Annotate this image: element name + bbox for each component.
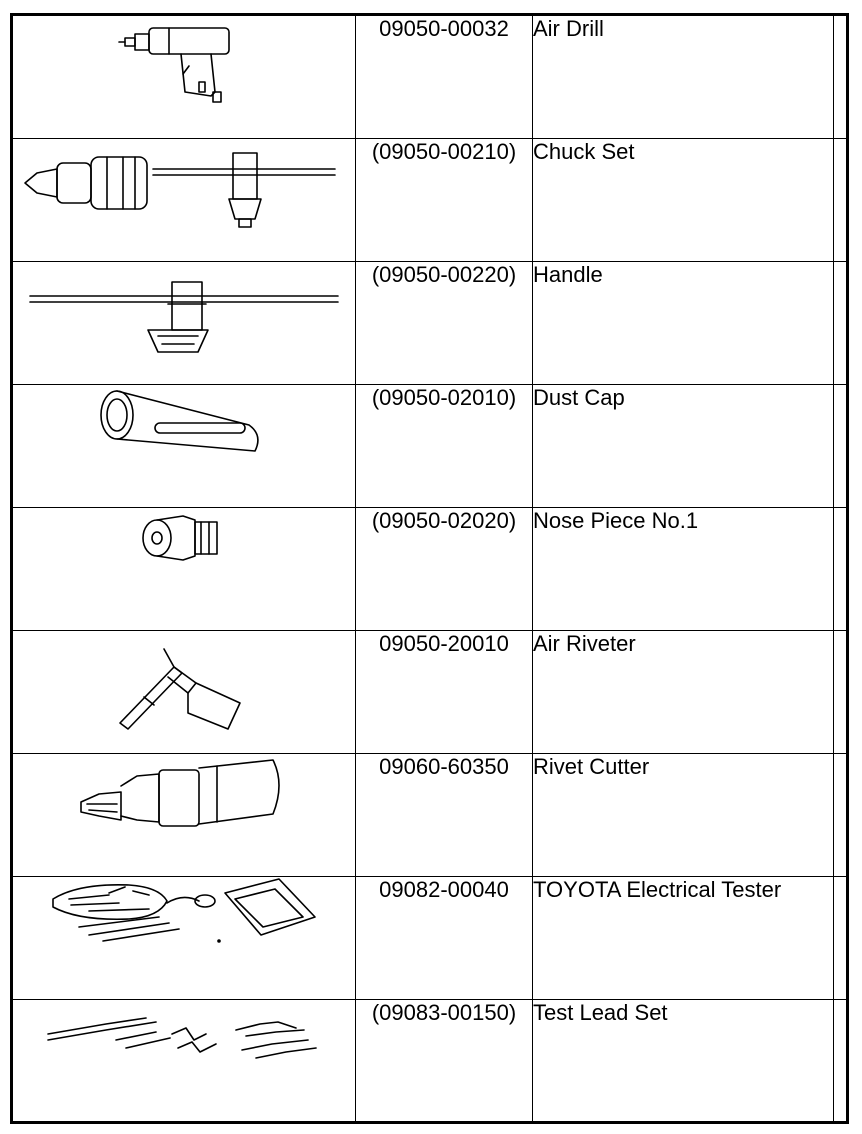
- table-row: [13, 16, 849, 139]
- tool-name: TOYOTA Electrical Tester: [533, 877, 834, 1000]
- tool-name: Rivet Cutter: [533, 754, 834, 877]
- spare-cell: [834, 754, 850, 877]
- table-row: [13, 1000, 849, 1123]
- illustration-cell: [13, 385, 356, 508]
- table-row: [13, 508, 849, 631]
- tools-sheet: [10, 13, 849, 1124]
- illustration-cell: [13, 139, 356, 262]
- table-row: [13, 139, 849, 262]
- part-number: 09050-00032: [356, 16, 533, 139]
- part-number: 09050-20010: [356, 631, 533, 754]
- part-number: (09083-00150): [356, 1000, 533, 1123]
- spare-cell: [834, 508, 850, 631]
- spare-cell: [834, 631, 850, 754]
- illustration-cell: [13, 262, 356, 385]
- tool-name: Chuck Set: [533, 139, 834, 262]
- illustration-cell: [13, 508, 356, 631]
- test-lead-set-icon: [46, 1000, 322, 1070]
- part-number: (09050-02010): [356, 385, 533, 508]
- spare-cell: [834, 262, 850, 385]
- nose-piece-icon: [139, 508, 229, 568]
- spare-cell: [834, 16, 850, 139]
- tool-name: Air Drill: [533, 16, 834, 139]
- part-number: (09050-00220): [356, 262, 533, 385]
- dust-cap-icon: [99, 385, 269, 465]
- part-number: 09082-00040: [356, 877, 533, 1000]
- tool-name: Air Riveter: [533, 631, 834, 754]
- table-row: [13, 262, 849, 385]
- spare-cell: [834, 877, 850, 1000]
- tool-name: Dust Cap: [533, 385, 834, 508]
- air-riveter-icon: [114, 631, 254, 731]
- spare-cell: [834, 1000, 850, 1123]
- tool-name: Handle: [533, 262, 834, 385]
- handle-icon: [28, 262, 340, 354]
- illustration-cell: [13, 754, 356, 877]
- tool-name: Nose Piece No.1: [533, 508, 834, 631]
- part-number: 09060-60350: [356, 754, 533, 877]
- illustration-cell: [13, 1000, 356, 1123]
- table-row: [13, 385, 849, 508]
- tool-name: Test Lead Set: [533, 1000, 834, 1123]
- tools-table: [13, 16, 849, 1122]
- electrical-tester-icon: [49, 877, 319, 957]
- air-drill-icon: [119, 16, 249, 106]
- part-number: (09050-00210): [356, 139, 533, 262]
- table-row: [13, 754, 849, 877]
- spare-cell: [834, 139, 850, 262]
- illustration-cell: [13, 631, 356, 754]
- spare-cell: [834, 385, 850, 508]
- illustration-cell: [13, 16, 356, 139]
- table-row: [13, 877, 849, 1000]
- table-row: [13, 631, 849, 754]
- rivet-cutter-icon: [77, 754, 291, 834]
- chuck-set-icon: [23, 139, 345, 229]
- illustration-cell: [13, 877, 356, 1000]
- part-number: (09050-02020): [356, 508, 533, 631]
